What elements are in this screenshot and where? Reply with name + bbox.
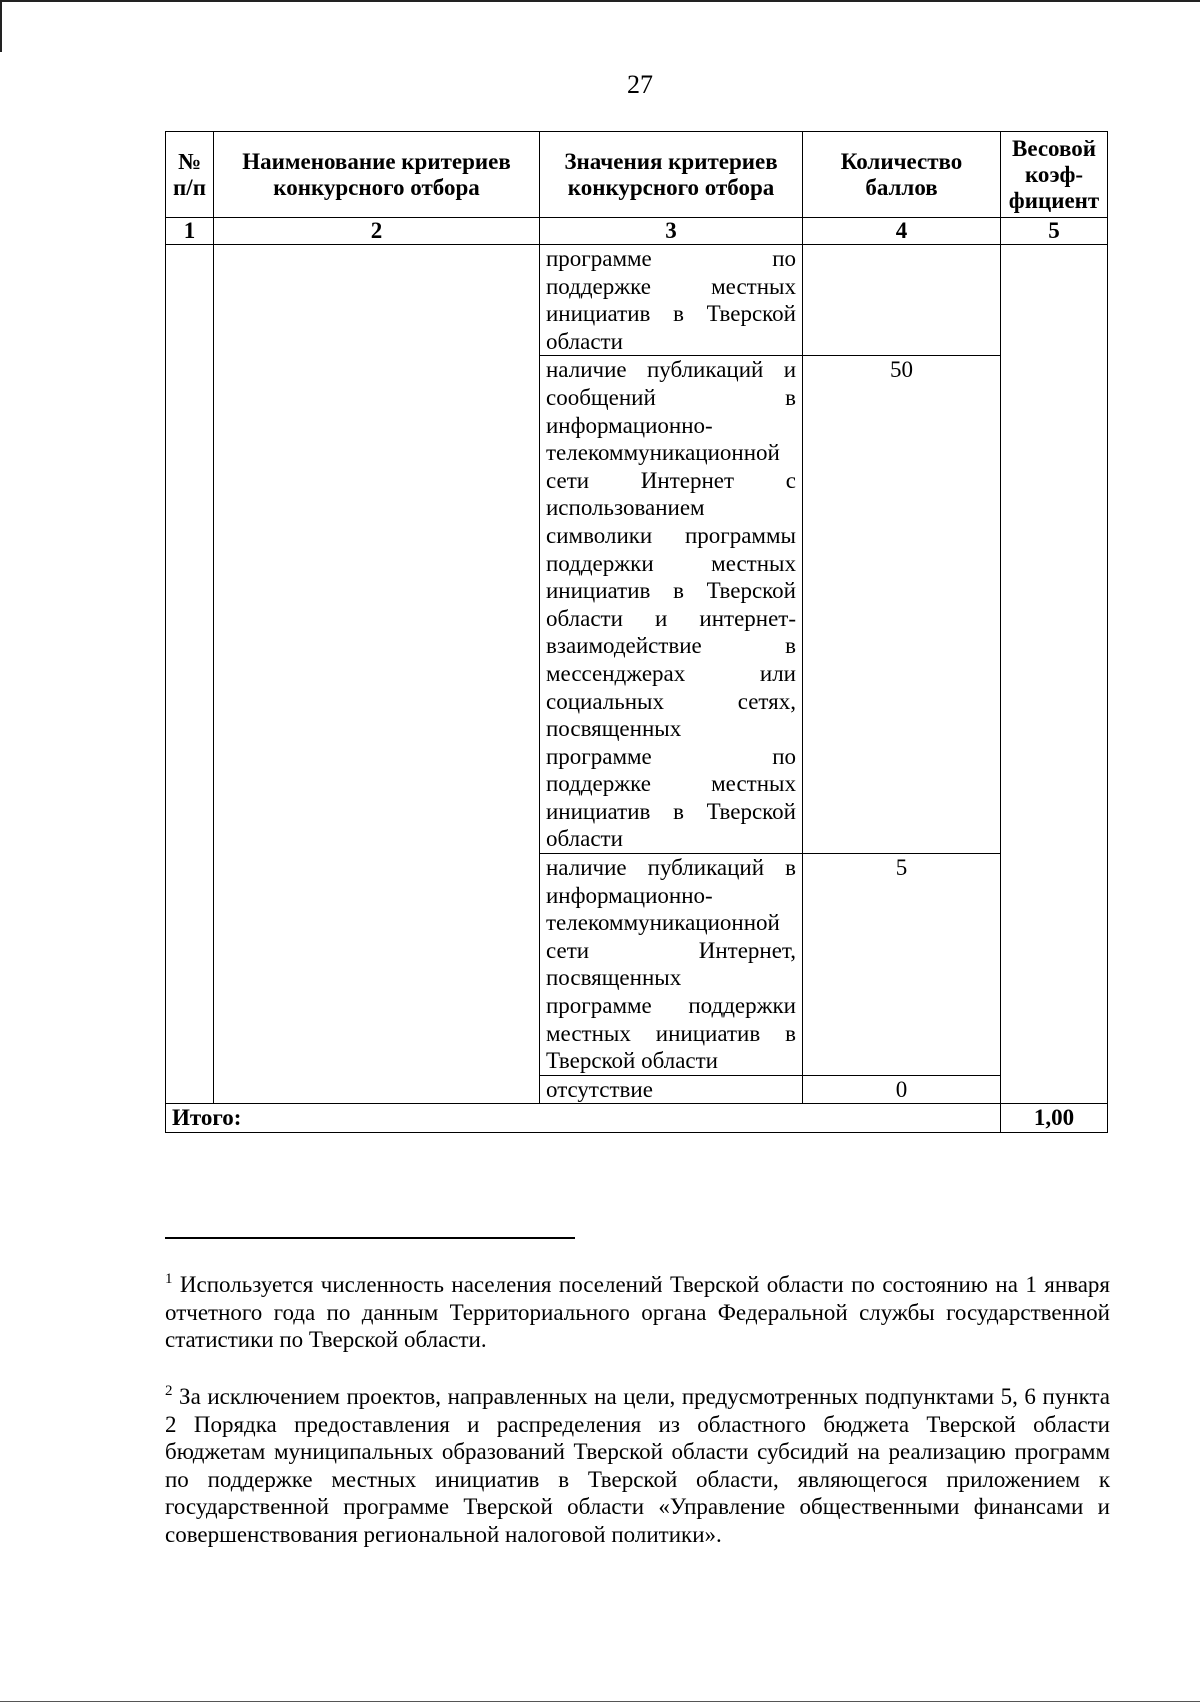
value-line: инициатив в Тверской: [546, 798, 796, 824]
value-line: сети Интернет с: [546, 467, 796, 493]
value-line: инициатив в Тверской: [546, 301, 796, 327]
value-line: программе по: [546, 743, 796, 769]
value-line: Тверской области: [546, 1048, 718, 1074]
table-row: [166, 245, 1108, 356]
value-line: символики программы: [546, 522, 796, 548]
value-line: отсутствие: [546, 1076, 653, 1102]
value-line: информационно-: [546, 412, 713, 438]
value-cell: [540, 1075, 803, 1104]
value-line: телекоммуникационной: [546, 910, 780, 936]
total-row: [166, 1104, 1108, 1133]
value-line: посвященных: [546, 716, 682, 742]
num-cell-merged: [166, 245, 214, 1104]
value-line: области: [546, 328, 623, 354]
score-cell: 5: [803, 854, 1001, 1076]
score-cell: 0: [803, 1075, 1001, 1104]
score-cell: 50: [803, 356, 1001, 854]
footnote-1: [165, 1271, 1110, 1354]
header-num: № п/п: [166, 132, 214, 218]
footnote-2: [165, 1383, 1110, 1548]
value-line: мессенджерах или: [546, 660, 796, 686]
value-line: сообщений в: [546, 384, 796, 410]
footnote-marker: 1: [165, 1271, 173, 1287]
value-line: поддержке местных: [546, 273, 796, 299]
header-name: Наименование критериев конкурсного отбора: [214, 132, 540, 218]
value-line: социальных сетях,: [546, 688, 796, 714]
total-value: 1,00: [1001, 1104, 1108, 1133]
header-weight: Весовой коэф-фициент: [1001, 132, 1108, 218]
header-values: Значения критериев конкурсного отбора: [540, 132, 803, 218]
header-score: Количество баллов: [803, 132, 1001, 218]
name-cell-merged: [214, 245, 540, 1104]
value-cell: [540, 245, 803, 356]
value-line: наличие публикаций в: [546, 855, 796, 881]
footnote-text: Используется численность населения поселений Тверской области по состоянию на 1 января отчетного года по данным Территориального органа Федеральной службы государственной статистики по Тверской области.: [165, 1272, 1110, 1352]
criteria-table: [165, 131, 1108, 1133]
score-cell: [803, 245, 1001, 356]
column-number: 3: [540, 218, 803, 245]
footnote-text: За исключением проектов, направленных на цели, предусмотренных подпунктами 5, 6 пункта 2 Порядка предоставления и распределения из областного бюджета Тверской области бюджетам муниципальных образований Тверской области субсидий на реализацию программ по поддержке местных инициатив в Тверской области, являющегося приложением к государственной программе Тверской области «Управление общественными финансами и совершенствования региональной налоговой политики».: [165, 1384, 1110, 1547]
value-line: поддержки местных: [546, 550, 796, 576]
value-line: телекоммуникационной: [546, 440, 780, 466]
scan-edge-bottom: [0, 1701, 1200, 1702]
column-number: 5: [1001, 218, 1108, 245]
value-line: наличие публикаций и: [546, 357, 796, 383]
header-row: [166, 132, 1108, 218]
value-line: программе поддержки: [546, 993, 796, 1019]
value-line: посвященных: [546, 965, 682, 991]
value-line: инициатив в Тверской: [546, 578, 796, 604]
value-line: информационно-: [546, 882, 713, 908]
value-line: местных инициатив в: [546, 1020, 796, 1046]
value-line: взаимодействие в: [546, 633, 796, 659]
weight-cell-merged: [1001, 245, 1108, 1104]
value-cell: [540, 854, 803, 1076]
value-cell: [540, 356, 803, 854]
value-line: области: [546, 826, 623, 852]
total-label: Итого:: [166, 1104, 1001, 1133]
scan-edge-top: [0, 0, 1200, 2]
column-number: 2: [214, 218, 540, 245]
page-number: 27: [627, 70, 653, 99]
value-line: сети Интернет,: [546, 937, 796, 963]
column-number: 4: [803, 218, 1001, 245]
footnote-divider: [165, 1237, 575, 1239]
scan-edge-left: [0, 0, 2, 52]
value-line: программе по: [546, 246, 796, 271]
value-line: области и интернет-: [546, 605, 796, 631]
column-number-row: [166, 218, 1108, 245]
footnote-marker: 2: [165, 1383, 173, 1399]
column-number: 1: [166, 218, 214, 245]
value-line: использованием: [546, 495, 705, 521]
value-line: поддержке местных: [546, 771, 796, 797]
